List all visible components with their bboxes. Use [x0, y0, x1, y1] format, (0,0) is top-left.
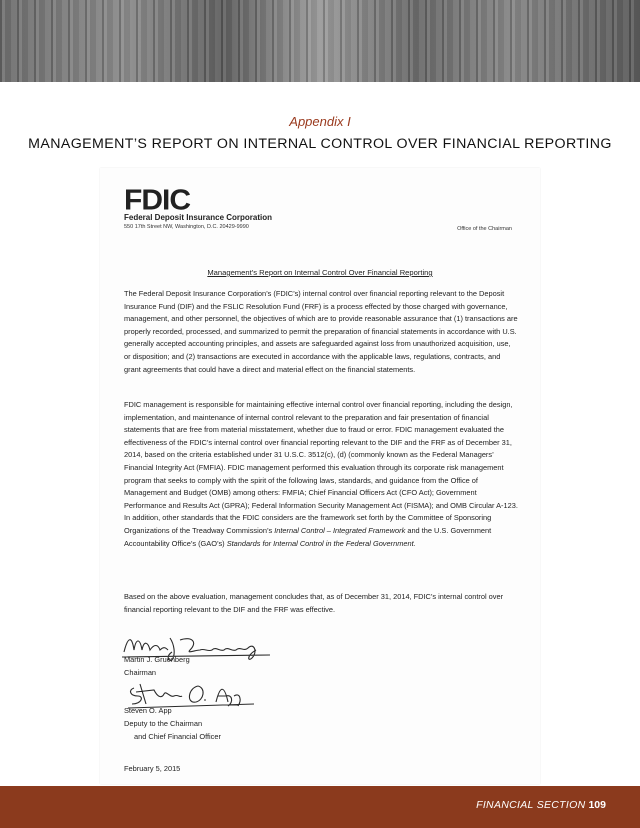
footer-section: FINANCIAL SECTION: [476, 799, 586, 811]
framework-title: Internal Control – Integrated Framework: [274, 525, 406, 535]
paragraph-3: Based on the above evaluation, management concludes that, as of December 31, 2014, FDIC’s internal control over financial reporting relevant to the DIF and the FRF was effective.: [124, 592, 504, 614]
paragraph-2-text: FDIC management is responsible for maintaining effective internal control over financial reporting, including the design, implementation, and maintenance of internal control relevant to the preparation and fair presentation of financial statements that are free from material misstatement, whether due to fraud or error. FDIC management evaluated the effectiveness of the FDIC’s internal control over financial reporting relevant to the DIF and the FRF as of December 31, 2014, based on the criteria established under 31 U.S.C. 3512(c), (d) (commonly known as the Federal Managers’ Financial Integrity Act (FMFIA). FDIC management performed this evaluation through its corporate risk management program that seeks to comply with the spirit of the following laws, standards, and guidance from the Office of Management and Budget (OMB) among others: FMFIA; Chief Financial Officers Act (CFO Act); Government Performance and Results Act (GPRA); Federal Information Security Management Act (FISMA); and OMB Circular A-123. In addition, other standards that the FDIC considers are the framework set forth by the Committee of Sponsoring Organizations of the Treadway Commission’s: [124, 400, 518, 535]
office-label: Office of the Chairman: [457, 226, 512, 232]
paragraph-2: [124, 399, 518, 550]
header-photo-band: [0, 0, 640, 82]
letter-date: February 5, 2015: [124, 764, 181, 773]
signatory-2-title-2: and Chief Financial Officer: [134, 732, 221, 741]
signatory-1-title: Chairman: [124, 668, 157, 677]
standards-title: Standards for Internal Control in the Federal Government.: [226, 538, 416, 548]
organization-address: 550 17th Street NW, Washington, D.C. 20429-9990: [124, 224, 249, 230]
fdic-logo: FDIC: [124, 184, 190, 217]
page-title: MANAGEMENT’S REPORT ON INTERNAL CONTROL OVER FINANCIAL REPORTING: [28, 136, 612, 152]
signatory-2-name: Steven O. App: [124, 706, 172, 715]
footer-label: [476, 799, 606, 811]
report-heading: Management’s Report on Internal Control Over Financial Reporting: [207, 268, 433, 277]
signatory-1-name: Martin J. Gruenberg: [124, 655, 190, 664]
paragraph-2-mid: and the U.S. Government Accountability Office’s (GAO’s): [124, 525, 492, 548]
paragraph-1: The Federal Deposit Insurance Corporation’s (FDIC’s) internal control over financial reporting relevant to the Deposit Insurance Fund (DIF) and the FSLIC Resolution Fund (FRF) is a process effected by those charged with governance, management, and other personnel, the objectives of which are to provide reasonable assurance that (1) transactions are properly recorded, processed, and summarized to permit the preparation of financial statements in accordance with U.S. generally accepted accounting principles, and assets are safeguarded against loss from unauthorized acquisition, use, or disposition; and (2) transactions are executed in accordance with the applicable laws, regulations, contracts, and grant agreements that could have a direct and material effect on the financial statements.: [124, 289, 518, 374]
appendix-label: Appendix I: [289, 114, 351, 129]
signatory-2-title-1: Deputy to the Chairman: [124, 719, 203, 728]
page-number: 109: [588, 799, 606, 811]
organization-name: Federal Deposit Insurance Corporation: [124, 213, 273, 222]
